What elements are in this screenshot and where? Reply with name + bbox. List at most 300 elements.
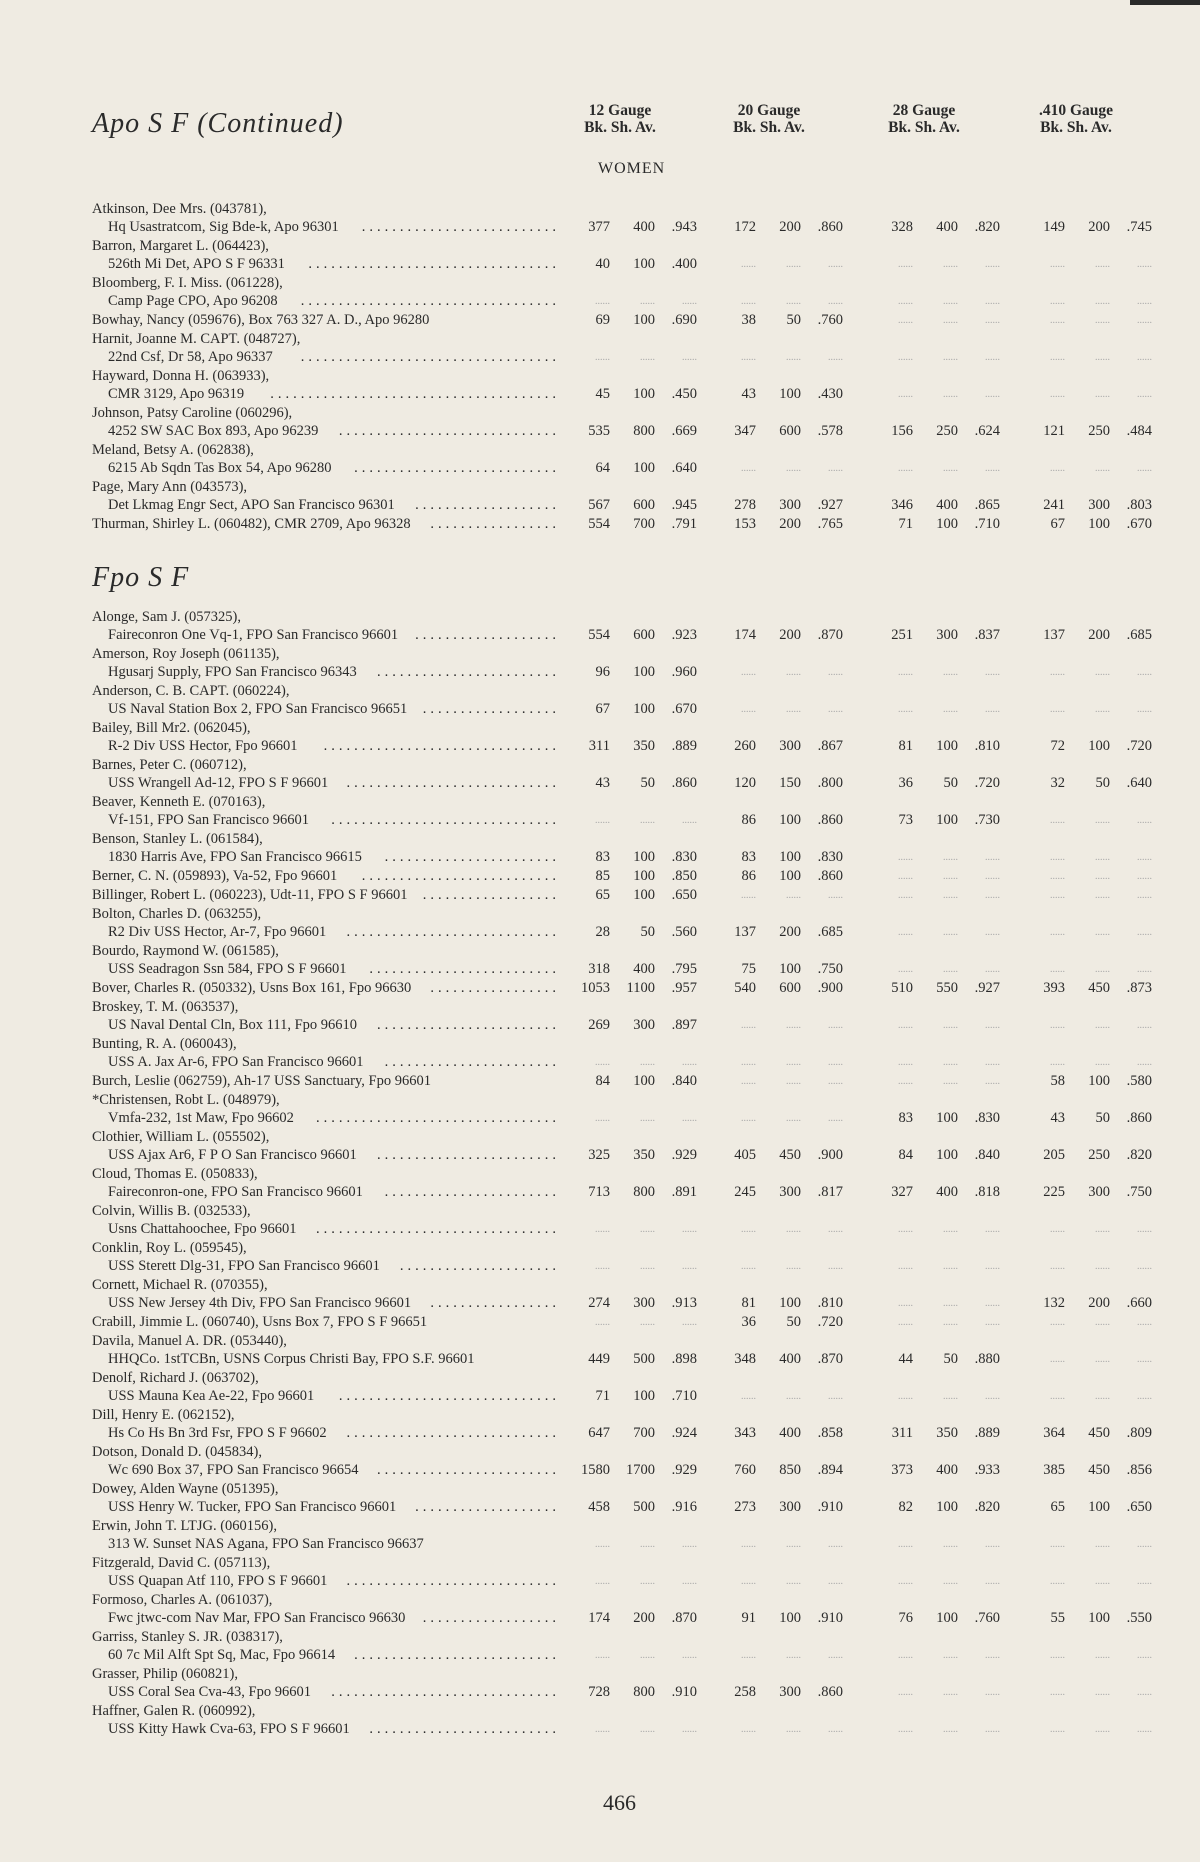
- member-address: US Naval Dental Cln, Box 111, Fpo 96610: [108, 1017, 358, 1033]
- dot-leader: [108, 811, 560, 830]
- score-cell-g410: [1021, 1257, 1152, 1276]
- birds-broken: 393: [1043, 980, 1065, 996]
- birds-broken: 325: [588, 1147, 610, 1163]
- member-detail-row: [92, 1016, 1172, 1035]
- average: .923: [671, 627, 697, 643]
- average: .889: [671, 738, 697, 754]
- score-cell-g410: [1021, 923, 1152, 942]
- blank-dots: ......: [1050, 815, 1065, 826]
- score-cell-g28: [869, 515, 1000, 534]
- dot-leader: [92, 979, 560, 998]
- blank-dots: ......: [898, 890, 913, 901]
- birds-broken: 84: [898, 1147, 913, 1163]
- member-address: Crabill, Jimmie L. (060740), Usns Box 7, FPO S F 96651: [92, 1314, 428, 1330]
- score-cell-g28: [869, 1387, 1000, 1406]
- dot-leader-dots: .........................: [369, 961, 560, 977]
- blank-dots: ......: [985, 852, 1000, 863]
- blank-dots: ......: [828, 1224, 843, 1235]
- shots-fired: 350: [633, 738, 655, 754]
- score-cell-g28: [869, 700, 1000, 719]
- dot-leader-dots: ...................: [415, 1499, 560, 1515]
- average: .750: [817, 961, 843, 977]
- member-detail-row: [92, 1609, 1172, 1628]
- average: .550: [1126, 1610, 1152, 1626]
- blank-dots: ......: [682, 1650, 697, 1661]
- birds-broken: 278: [734, 497, 756, 513]
- blank-dots: ......: [985, 1057, 1000, 1068]
- average: .820: [974, 219, 1000, 235]
- blank-dots: ......: [1050, 667, 1065, 678]
- blank-dots: ......: [1095, 1224, 1110, 1235]
- birds-broken: 28: [595, 924, 610, 940]
- birds-broken: 83: [595, 849, 610, 865]
- average: .795: [671, 961, 697, 977]
- score-cell-g28: [869, 1683, 1000, 1702]
- blank-dots: ......: [741, 296, 756, 307]
- dot-leader: [108, 218, 560, 237]
- score-cell-g28: [869, 1720, 1000, 1739]
- shots-fired: 100: [936, 1499, 958, 1515]
- dot-leader: [92, 867, 560, 886]
- blank-dots: ......: [1095, 1391, 1110, 1402]
- member-detail-row: [92, 1109, 1172, 1128]
- blank-dots: ......: [985, 871, 1000, 882]
- bk-label: Bk.: [584, 119, 607, 136]
- average: .910: [817, 1499, 843, 1515]
- member-detail-row: [92, 459, 1172, 478]
- score-cell-g410: [1021, 1294, 1152, 1313]
- blank-dots: ......: [786, 1391, 801, 1402]
- average: .929: [671, 1147, 697, 1163]
- dot-leader-dots: ........................: [377, 1017, 560, 1033]
- score-cell-g410: [1021, 1387, 1152, 1406]
- score-cell-g12: [566, 1016, 697, 1035]
- member-address: CMR 3129, Apo 96319: [108, 386, 245, 402]
- blank-dots: ......: [1137, 1261, 1152, 1272]
- average: .897: [671, 1017, 697, 1033]
- shots-fired: 100: [936, 516, 958, 532]
- average: .929: [671, 1462, 697, 1478]
- blank-dots: ......: [682, 1317, 697, 1328]
- shots-fired: 50: [786, 1314, 801, 1330]
- birds-broken: 69: [595, 312, 610, 328]
- member-address: USS Quapan Atf 110, FPO S F 96601: [108, 1573, 328, 1589]
- member-name: Johnson, Patsy Caroline (060296),: [92, 405, 293, 421]
- birds-broken: 174: [734, 627, 756, 643]
- score-cell-g28: [869, 867, 1000, 886]
- member-address: Faireconron One Vq-1, FPO San Francisco 96601: [108, 627, 399, 643]
- member-name: Anderson, C. B. CAPT. (060224),: [92, 683, 290, 699]
- blank-dots: ......: [741, 1261, 756, 1272]
- blank-dots: ......: [898, 704, 913, 715]
- average: .860: [817, 219, 843, 235]
- score-cell-g12: [566, 1535, 697, 1554]
- average: .943: [671, 219, 697, 235]
- score-cell-g28: [869, 626, 1000, 645]
- shots-fired: 400: [779, 1351, 801, 1367]
- score-cell-g12: [566, 979, 697, 998]
- member-detail-row: [92, 1646, 1172, 1665]
- shots-fired: 100: [633, 664, 655, 680]
- average: .957: [671, 980, 697, 996]
- member-address: Hgusarj Supply, FPO San Francisco 96343: [108, 664, 357, 680]
- blank-dots: ......: [943, 1687, 958, 1698]
- birds-broken: 385: [1043, 1462, 1065, 1478]
- blank-dots: ......: [828, 1539, 843, 1550]
- birds-broken: 377: [588, 219, 610, 235]
- blank-dots: ......: [943, 667, 958, 678]
- shots-fired: 100: [633, 1073, 655, 1089]
- birds-broken: 245: [734, 1184, 756, 1200]
- shots-fired: 50: [640, 775, 655, 791]
- shots-fired: 450: [1088, 980, 1110, 996]
- blank-dots: ......: [786, 1576, 801, 1587]
- blank-dots: ......: [1137, 463, 1152, 474]
- bk-label: Bk.: [888, 119, 911, 136]
- score-cell-g410: [1021, 1220, 1152, 1239]
- member-address: 313 W. Sunset NAS Agana, FPO San Francisco 96637: [108, 1536, 424, 1552]
- blank-dots: ......: [1095, 315, 1110, 326]
- score-cell-g12: [566, 1683, 697, 1702]
- average: .913: [671, 1295, 697, 1311]
- member-detail-row: [92, 960, 1172, 979]
- shots-fired: 400: [633, 219, 655, 235]
- blank-dots: ......: [985, 704, 1000, 715]
- average: .660: [1126, 1295, 1152, 1311]
- blank-dots: ......: [943, 1057, 958, 1068]
- birds-broken: 137: [734, 924, 756, 940]
- member-detail-row: [92, 1053, 1172, 1072]
- member-address: Wc 690 Box 37, FPO San Francisco 96654: [108, 1462, 359, 1478]
- blank-dots: ......: [985, 1724, 1000, 1735]
- average: .810: [974, 738, 1000, 754]
- blank-dots: ......: [1095, 815, 1110, 826]
- birds-broken: 81: [898, 738, 913, 754]
- blank-dots: ......: [898, 389, 913, 400]
- average: .830: [671, 849, 697, 865]
- member-detail-row: [92, 1183, 1172, 1202]
- score-cell-g410: [1021, 1350, 1152, 1369]
- average: .889: [974, 1425, 1000, 1441]
- average: .750: [1126, 1184, 1152, 1200]
- score-cell-g28: [869, 1498, 1000, 1517]
- blank-dots: ......: [640, 1650, 655, 1661]
- dot-leader: [108, 700, 560, 719]
- average: .830: [974, 1110, 1000, 1126]
- average: .900: [817, 1147, 843, 1163]
- blank-dots: ......: [1095, 389, 1110, 400]
- shots-fired: 400: [633, 961, 655, 977]
- blank-dots: ......: [943, 259, 958, 270]
- blank-dots: ......: [640, 815, 655, 826]
- average: .817: [817, 1184, 843, 1200]
- shots-fired: 200: [779, 627, 801, 643]
- score-cell-g28: [869, 1572, 1000, 1591]
- score-cell-g410: [1021, 1720, 1152, 1739]
- member-detail-row: [92, 1313, 1172, 1332]
- blank-dots: ......: [1095, 1687, 1110, 1698]
- birds-broken: 258: [734, 1684, 756, 1700]
- member-name: Bailey, Bill Mr2. (062045),: [92, 720, 251, 736]
- average: .624: [974, 423, 1000, 439]
- blank-dots: ......: [1050, 890, 1065, 901]
- birds-broken: 328: [891, 219, 913, 235]
- blank-dots: ......: [595, 1113, 610, 1124]
- member-detail-row: [92, 811, 1172, 830]
- score-cell-g28: [869, 348, 1000, 367]
- blank-dots: ......: [985, 927, 1000, 938]
- blank-dots: ......: [786, 1539, 801, 1550]
- blank-dots: ......: [786, 1224, 801, 1235]
- dot-leader-dots: ..................................: [300, 349, 560, 365]
- blank-dots: ......: [985, 259, 1000, 270]
- shots-fired: 450: [1088, 1425, 1110, 1441]
- birds-broken: 172: [734, 219, 756, 235]
- birds-broken: 1580: [581, 1462, 610, 1478]
- average: .690: [671, 312, 697, 328]
- section-fpo-list: [92, 608, 1172, 1739]
- blank-dots: ......: [595, 1261, 610, 1272]
- member-detail-row: [92, 1220, 1172, 1239]
- sh-label: Sh.: [914, 119, 936, 136]
- average: .685: [1126, 627, 1152, 643]
- score-cell-g28: [869, 385, 1000, 404]
- member-address: 22nd Csf, Dr 58, Apo 96337: [108, 349, 273, 365]
- member-address: Billinger, Robert L. (060223), Udt-11, FPO S F 96601: [92, 887, 408, 903]
- dot-leader-dots: ..........................: [361, 219, 560, 235]
- score-cell-g20: [712, 1535, 843, 1554]
- score-cell-g410: [1021, 385, 1152, 404]
- dot-leader-dots: .................: [430, 980, 560, 996]
- birds-broken: 373: [891, 1462, 913, 1478]
- blank-dots: ......: [786, 1261, 801, 1272]
- member-address: 6215 Ab Sqdn Tas Box 54, Apo 96280: [108, 460, 332, 476]
- blank-dots: ......: [786, 890, 801, 901]
- birds-broken: 45: [595, 386, 610, 402]
- member-detail-row: [92, 1461, 1172, 1480]
- birds-broken: 73: [898, 812, 913, 828]
- shots-fired: 100: [936, 1147, 958, 1163]
- member-address: USS Seadragon Ssn 584, FPO S F 96601: [108, 961, 347, 977]
- score-cell-g28: [869, 811, 1000, 830]
- member-name: Colvin, Willis B. (032533),: [92, 1203, 251, 1219]
- birds-broken: 38: [741, 312, 756, 328]
- member-address: 4252 SW SAC Box 893, Apo 96239: [108, 423, 319, 439]
- score-cell-g410: [1021, 1535, 1152, 1554]
- score-cell-g410: [1021, 811, 1152, 830]
- score-cell-g20: [712, 255, 843, 274]
- birds-broken: 153: [734, 516, 756, 532]
- birds-broken: 121: [1043, 423, 1065, 439]
- average: .720: [1126, 738, 1152, 754]
- blank-dots: ......: [640, 1261, 655, 1272]
- average: .837: [974, 627, 1000, 643]
- score-cell-g12: [566, 886, 697, 905]
- blank-dots: ......: [943, 389, 958, 400]
- birds-broken: 728: [588, 1684, 610, 1700]
- blank-dots: ......: [1095, 927, 1110, 938]
- member-address: Vf-151, FPO San Francisco 96601: [108, 812, 309, 828]
- blank-dots: ......: [943, 704, 958, 715]
- score-cell-g12: [566, 496, 697, 515]
- member-name: Beaver, Kenneth E. (070163),: [92, 794, 266, 810]
- blank-dots: ......: [828, 1020, 843, 1031]
- blank-dots: ......: [1095, 964, 1110, 975]
- member-address: Camp Page CPO, Apo 96208: [108, 293, 278, 309]
- shots-fired: 100: [936, 1610, 958, 1626]
- blank-dots: ......: [898, 667, 913, 678]
- average: .710: [974, 516, 1000, 532]
- blank-dots: ......: [828, 704, 843, 715]
- average: .450: [671, 386, 697, 402]
- blank-dots: ......: [1095, 1354, 1110, 1365]
- member-name: Bloomberg, F. I. Miss. (061228),: [92, 275, 283, 291]
- shots-fired: 1100: [626, 980, 655, 996]
- average: .745: [1126, 219, 1152, 235]
- blank-dots: ......: [741, 1391, 756, 1402]
- shots-fired: 100: [633, 460, 655, 476]
- score-cell-g20: [712, 1016, 843, 1035]
- member-detail-row: [92, 255, 1172, 274]
- blank-dots: ......: [1095, 1539, 1110, 1550]
- score-cell-g28: [869, 1257, 1000, 1276]
- average: .880: [974, 1351, 1000, 1367]
- sh-label: Sh.: [1066, 119, 1088, 136]
- member-detail-row: [92, 848, 1172, 867]
- score-cell-g20: [712, 774, 843, 793]
- dot-leader-dots: ...................: [415, 627, 560, 643]
- member-name: Dotson, Donald D. (045834),: [92, 1444, 262, 1460]
- score-cell-g20: [712, 459, 843, 478]
- score-cell-g20: [712, 867, 843, 886]
- member-detail-row: [92, 923, 1172, 942]
- average: .898: [671, 1351, 697, 1367]
- member-detail-row: [92, 1146, 1172, 1165]
- member-address: R2 Div USS Hector, Ar-7, Fpo 96601: [108, 924, 327, 940]
- score-cell-g12: [566, 737, 697, 756]
- shots-fired: 100: [779, 849, 801, 865]
- birds-broken: 65: [595, 887, 610, 903]
- blank-dots: ......: [1095, 890, 1110, 901]
- blank-dots: ......: [828, 1076, 843, 1087]
- blank-dots: ......: [1137, 1020, 1152, 1031]
- shots-fired: 50: [640, 924, 655, 940]
- blank-dots: ......: [741, 1650, 756, 1661]
- member-name: Amerson, Roy Joseph (061135),: [92, 646, 280, 662]
- blank-dots: ......: [898, 1298, 913, 1309]
- member-name: Barnes, Peter C. (060712),: [92, 757, 247, 773]
- member-detail-row: [92, 774, 1172, 793]
- average: .933: [974, 1462, 1000, 1478]
- average: .484: [1126, 423, 1152, 439]
- blank-dots: ......: [985, 1391, 1000, 1402]
- average: .720: [817, 1314, 843, 1330]
- member-detail-row: [92, 1350, 1172, 1369]
- score-cell-g20: [712, 979, 843, 998]
- birds-broken: 343: [734, 1425, 756, 1441]
- dot-leader: [108, 459, 560, 478]
- blank-dots: ......: [943, 1576, 958, 1587]
- blank-dots: ......: [828, 1261, 843, 1272]
- blank-dots: ......: [1050, 1261, 1065, 1272]
- blank-dots: ......: [985, 667, 1000, 678]
- member-name: Benson, Stanley L. (061584),: [92, 831, 263, 847]
- score-cell-g410: [1021, 292, 1152, 311]
- shots-fired: 100: [633, 256, 655, 272]
- blank-dots: ......: [1095, 259, 1110, 270]
- score-cell-g20: [712, 626, 843, 645]
- shots-fired: 700: [633, 1425, 655, 1441]
- score-cell-g410: [1021, 1313, 1152, 1332]
- average: .960: [671, 664, 697, 680]
- blank-dots: ......: [786, 1724, 801, 1735]
- shots-fired: 50: [1095, 1110, 1110, 1126]
- score-cell-g410: [1021, 979, 1152, 998]
- blank-dots: ......: [898, 1261, 913, 1272]
- blank-dots: ......: [595, 352, 610, 363]
- blank-dots: ......: [640, 1317, 655, 1328]
- average: .580: [1126, 1073, 1152, 1089]
- dot-leader: [108, 663, 560, 682]
- blank-dots: ......: [1137, 1724, 1152, 1735]
- birds-broken: 364: [1043, 1425, 1065, 1441]
- average: .894: [817, 1462, 843, 1478]
- dot-leader-dots: ................................: [316, 1110, 560, 1126]
- score-cell-g410: [1021, 1572, 1152, 1591]
- score-cell-g12: [566, 218, 697, 237]
- blank-dots: ......: [595, 1224, 610, 1235]
- blank-dots: ......: [741, 352, 756, 363]
- birds-broken: 647: [588, 1425, 610, 1441]
- shots-fired: 250: [1088, 1147, 1110, 1163]
- birds-broken: 67: [1050, 516, 1065, 532]
- dot-leader: [108, 626, 560, 645]
- blank-dots: ......: [898, 1020, 913, 1031]
- member-name: *Christensen, Robt L. (048979),: [92, 1092, 280, 1108]
- av-label: Av.: [784, 119, 805, 136]
- dot-leader-dots: ..................: [422, 887, 560, 903]
- score-cell-g12: [566, 848, 697, 867]
- blank-dots: ......: [985, 1261, 1000, 1272]
- score-cell-g20: [712, 811, 843, 830]
- shots-fired: 550: [936, 980, 958, 996]
- blank-dots: ......: [985, 1298, 1000, 1309]
- dot-leader: [108, 1220, 560, 1239]
- birds-broken: 58: [1050, 1073, 1065, 1089]
- score-cell-g28: [869, 737, 1000, 756]
- birds-broken: 120: [734, 775, 756, 791]
- score-cell-g20: [712, 700, 843, 719]
- score-cell-g410: [1021, 886, 1152, 905]
- shots-fired: 400: [936, 1462, 958, 1478]
- section-title-fpo: Fpo S F: [92, 562, 190, 593]
- birds-broken: 44: [898, 1351, 913, 1367]
- score-cell-g28: [869, 1461, 1000, 1480]
- birds-broken: 84: [595, 1073, 610, 1089]
- score-cell-g20: [712, 1146, 843, 1165]
- sh-label: Sh.: [759, 119, 781, 136]
- shots-fired: 300: [633, 1017, 655, 1033]
- score-cell-g12: [566, 960, 697, 979]
- blank-dots: ......: [741, 704, 756, 715]
- shots-fired: 200: [779, 924, 801, 940]
- blank-dots: ......: [985, 1076, 1000, 1087]
- dot-leader-dots: .................: [430, 1295, 560, 1311]
- average: .809: [1126, 1425, 1152, 1441]
- blank-dots: ......: [943, 1724, 958, 1735]
- average: .578: [817, 423, 843, 439]
- average: .670: [671, 701, 697, 717]
